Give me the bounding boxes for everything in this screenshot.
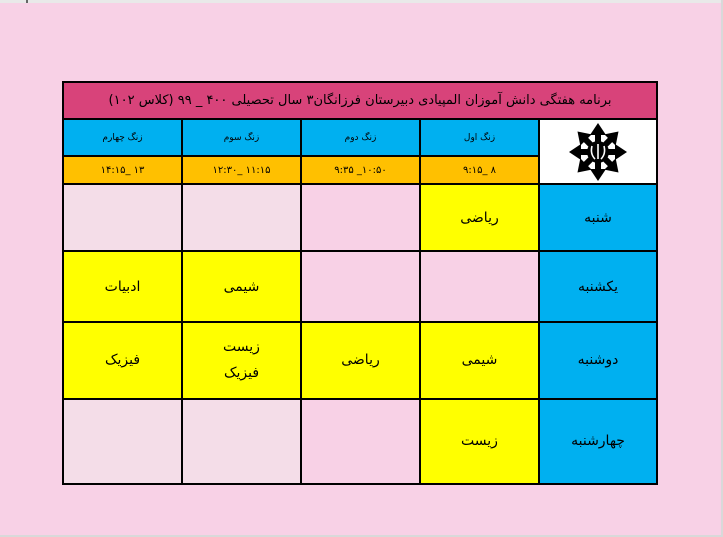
cell-monday-bell-3-line-1: زیست	[223, 339, 260, 356]
cell-wednesday-bell-2	[301, 399, 420, 484]
cell-sunday-bell-3: شیمی	[182, 251, 301, 322]
cell-wednesday-bell-1: زیست	[420, 399, 539, 484]
ruler-tick	[26, 0, 28, 3]
cell-sunday-bell-2	[301, 251, 420, 322]
schedule-title: برنامه هفتگی دانش آموزان المپیادی دبیرستان فرزانگان۳ سال تحصیلی ۴۰۰ _ ۹۹ (کلاس ۱۰۲)	[63, 82, 657, 119]
bell-1-name: زنگ اول	[420, 119, 539, 156]
cell-saturday-bell-4	[63, 184, 182, 251]
logo-cell	[539, 119, 657, 184]
day-monday: دوشنبه	[539, 322, 657, 399]
bell-4-time: ۱۳ _۱۴:۱۵	[63, 156, 182, 184]
cell-saturday-bell-1: ریاضی	[420, 184, 539, 251]
cell-wednesday-bell-4	[63, 399, 182, 484]
cell-sunday-bell-4: ادبیات	[63, 251, 182, 322]
bell-3-time: ۱۱:۱۵ _۱۲:۳۰	[182, 156, 301, 184]
cell-monday-bell-4: فیزیک	[63, 322, 182, 399]
cell-monday-bell-3-line-2: فیزیک	[223, 365, 260, 382]
day-wednesday: چهارشنبه	[539, 399, 657, 484]
cell-wednesday-bell-3	[182, 399, 301, 484]
weekly-schedule-table	[62, 81, 658, 485]
bell-2-time: ۱۰:۵۰_ ۹:۳۵	[301, 156, 420, 184]
cell-monday-bell-2: ریاضی	[301, 322, 420, 399]
cell-monday-bell-3	[182, 322, 301, 399]
window-top-border	[0, 0, 723, 3]
cell-monday-bell-1: شیمی	[420, 322, 539, 399]
cell-saturday-bell-2	[301, 184, 420, 251]
cell-sunday-bell-1	[420, 251, 539, 322]
day-saturday: شنبه	[539, 184, 657, 251]
bell-1-time: ۸ _۹:۱۵	[420, 156, 539, 184]
school-emblem-icon	[567, 121, 629, 183]
day-sunday: یکشنبه	[539, 251, 657, 322]
bell-3-name: زنگ سوم	[182, 119, 301, 156]
bell-4-name: زنگ چهارم	[63, 119, 182, 156]
cell-saturday-bell-3	[182, 184, 301, 251]
bell-2-name: زنگ دوم	[301, 119, 420, 156]
